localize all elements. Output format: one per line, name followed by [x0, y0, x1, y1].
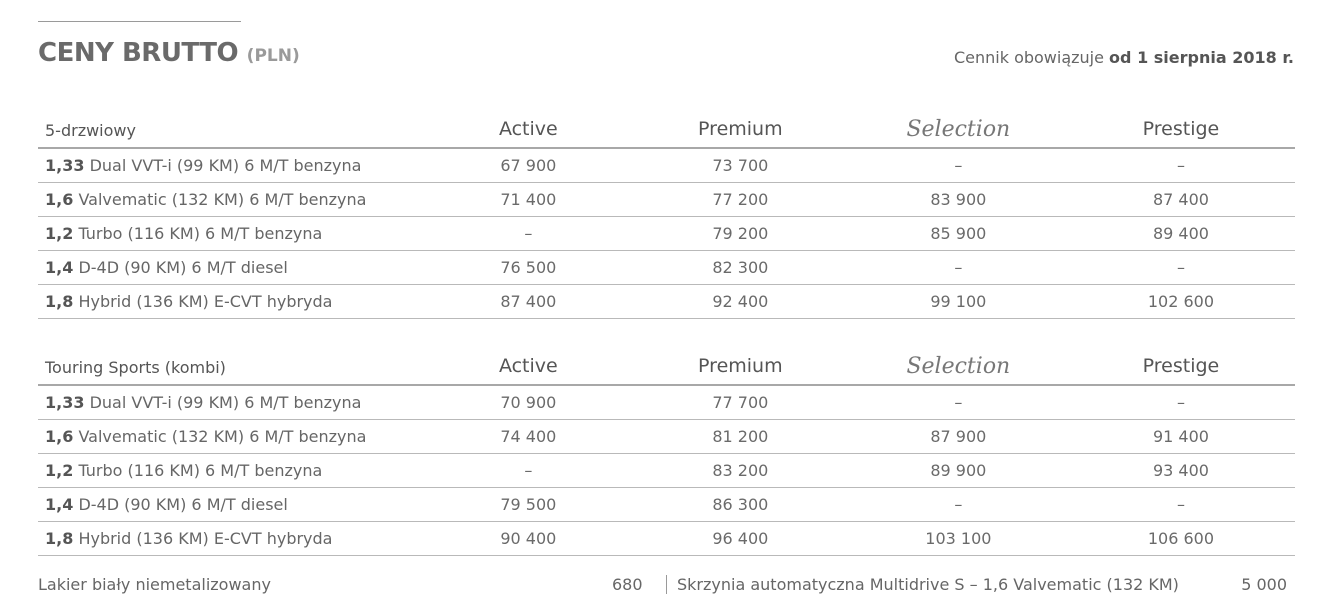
price-prestige: 93 400 — [1067, 453, 1295, 487]
price-prestige: – — [1067, 148, 1295, 182]
engine-cell — [38, 182, 426, 216]
page-title — [38, 38, 300, 68]
engine-description: Dual VVT-i (99 KM) 6 M/T benzyna — [89, 392, 362, 412]
paint-option-price: 680 — [612, 575, 643, 594]
price-premium: 77 200 — [631, 182, 850, 216]
engine-displacement: 1,4 — [45, 494, 74, 514]
price-prestige: 89 400 — [1067, 216, 1295, 250]
table-row — [38, 148, 1295, 182]
price-active: – — [426, 216, 631, 250]
engine-displacement: 1,6 — [45, 189, 74, 209]
table-row — [38, 521, 1295, 555]
price-active: 76 500 — [426, 250, 631, 284]
engine-displacement: 1,8 — [45, 291, 74, 311]
price-selection: 103 100 — [850, 521, 1067, 555]
engine-description: Valvematic (132 KM) 6 M/T benzyna — [78, 189, 367, 209]
engine-description: D-4D (90 KM) 6 M/T diesel — [78, 257, 288, 277]
price-selection: 87 900 — [850, 419, 1067, 453]
price-premium: 96 400 — [631, 521, 850, 555]
validity-prefix: Cennik obowiązuje — [953, 48, 1110, 67]
engine-cell — [38, 250, 426, 284]
price-prestige: 91 400 — [1067, 419, 1295, 453]
grade-premium: Premium — [631, 349, 850, 385]
price-active: 67 900 — [426, 148, 631, 182]
currency-label: (PLN) — [246, 46, 300, 66]
table-row — [38, 419, 1295, 453]
table-row — [38, 385, 1295, 419]
engine-displacement: 1,2 — [45, 223, 74, 243]
price-selection: – — [850, 250, 1067, 284]
table-row — [38, 216, 1295, 250]
price-prestige: 102 600 — [1067, 284, 1295, 318]
engine-description: D-4D (90 KM) 6 M/T diesel — [78, 494, 288, 514]
price-prestige: – — [1067, 250, 1295, 284]
table-row — [38, 284, 1295, 318]
grade-selection: Selection — [850, 349, 1067, 385]
grade-prestige: Prestige — [1067, 112, 1295, 148]
price-selection: – — [850, 148, 1067, 182]
engine-cell — [38, 284, 426, 318]
gearbox-option-label: Skrzynia automatyczna Multidrive S – 1,6 Valvematic (132 KM) — [677, 575, 1179, 594]
engine-displacement: 1,6 — [45, 426, 74, 446]
table-row — [38, 250, 1295, 284]
price-prestige: 87 400 — [1067, 182, 1295, 216]
price-premium: 81 200 — [631, 419, 850, 453]
engine-displacement: 1,33 — [45, 155, 85, 175]
price-prestige: – — [1067, 487, 1295, 521]
price-selection: 83 900 — [850, 182, 1067, 216]
page-title-text: CENY BRUTTO — [38, 38, 239, 68]
price-selection: – — [850, 385, 1067, 419]
price-selection: 85 900 — [850, 216, 1067, 250]
engine-description: Turbo (116 KM) 6 M/T benzyna — [78, 223, 323, 243]
price-selection: 89 900 — [850, 453, 1067, 487]
table-header-row — [38, 112, 1295, 148]
engine-description: Valvematic (132 KM) 6 M/T benzyna — [78, 426, 367, 446]
engine-cell — [38, 148, 426, 182]
table-row — [38, 487, 1295, 521]
price-selection: 99 100 — [850, 284, 1067, 318]
engine-cell — [38, 487, 426, 521]
grade-prestige: Prestige — [1067, 349, 1295, 385]
table-header-row — [38, 349, 1295, 385]
price-active: 74 400 — [426, 419, 631, 453]
top-rule — [38, 21, 241, 22]
price-table-5-door — [38, 112, 1295, 319]
price-selection: – — [850, 487, 1067, 521]
price-prestige: – — [1067, 385, 1295, 419]
grade-active: Active — [426, 112, 631, 148]
price-active: – — [426, 453, 631, 487]
price-premium: 73 700 — [631, 148, 850, 182]
engine-cell — [38, 216, 426, 250]
engine-description: Dual VVT-i (99 KM) 6 M/T benzyna — [89, 155, 362, 175]
table-row — [38, 182, 1295, 216]
grade-premium: Premium — [631, 112, 850, 148]
engine-displacement: 1,2 — [45, 460, 74, 480]
paint-option-label: Lakier biały niemetalizowany — [38, 575, 271, 594]
price-premium: 92 400 — [631, 284, 850, 318]
price-premium: 82 300 — [631, 250, 850, 284]
engine-displacement: 1,4 — [45, 257, 74, 277]
price-active: 71 400 — [426, 182, 631, 216]
price-premium: 86 300 — [631, 487, 850, 521]
price-premium: 79 200 — [631, 216, 850, 250]
grade-selection: Selection — [850, 112, 1067, 148]
options-footer — [38, 575, 1295, 594]
engine-cell — [38, 453, 426, 487]
footer-divider — [666, 575, 667, 594]
section-title: Touring Sports (kombi) — [38, 349, 426, 385]
section-title: 5-drzwiowy — [38, 112, 426, 148]
price-active: 79 500 — [426, 487, 631, 521]
price-premium: 77 700 — [631, 385, 850, 419]
price-active: 87 400 — [426, 284, 631, 318]
price-premium: 83 200 — [631, 453, 850, 487]
validity-note — [954, 48, 1294, 67]
price-table-touring-sports — [38, 349, 1295, 556]
price-active: 90 400 — [426, 521, 631, 555]
engine-cell — [38, 521, 426, 555]
gearbox-option-price: 5 000 — [1241, 575, 1287, 594]
engine-cell — [38, 419, 426, 453]
engine-displacement: 1,8 — [45, 528, 74, 548]
table-row — [38, 453, 1295, 487]
engine-description: Hybrid (136 KM) E-CVT hybryda — [78, 528, 333, 548]
engine-cell — [38, 385, 426, 419]
engine-description: Turbo (116 KM) 6 M/T benzyna — [78, 460, 323, 480]
grade-active: Active — [426, 349, 631, 385]
engine-displacement: 1,33 — [45, 392, 85, 412]
price-active: 70 900 — [426, 385, 631, 419]
validity-date: od 1 sierpnia 2018 r. — [1109, 48, 1294, 67]
price-prestige: 106 600 — [1067, 521, 1295, 555]
engine-description: Hybrid (136 KM) E-CVT hybryda — [78, 291, 333, 311]
